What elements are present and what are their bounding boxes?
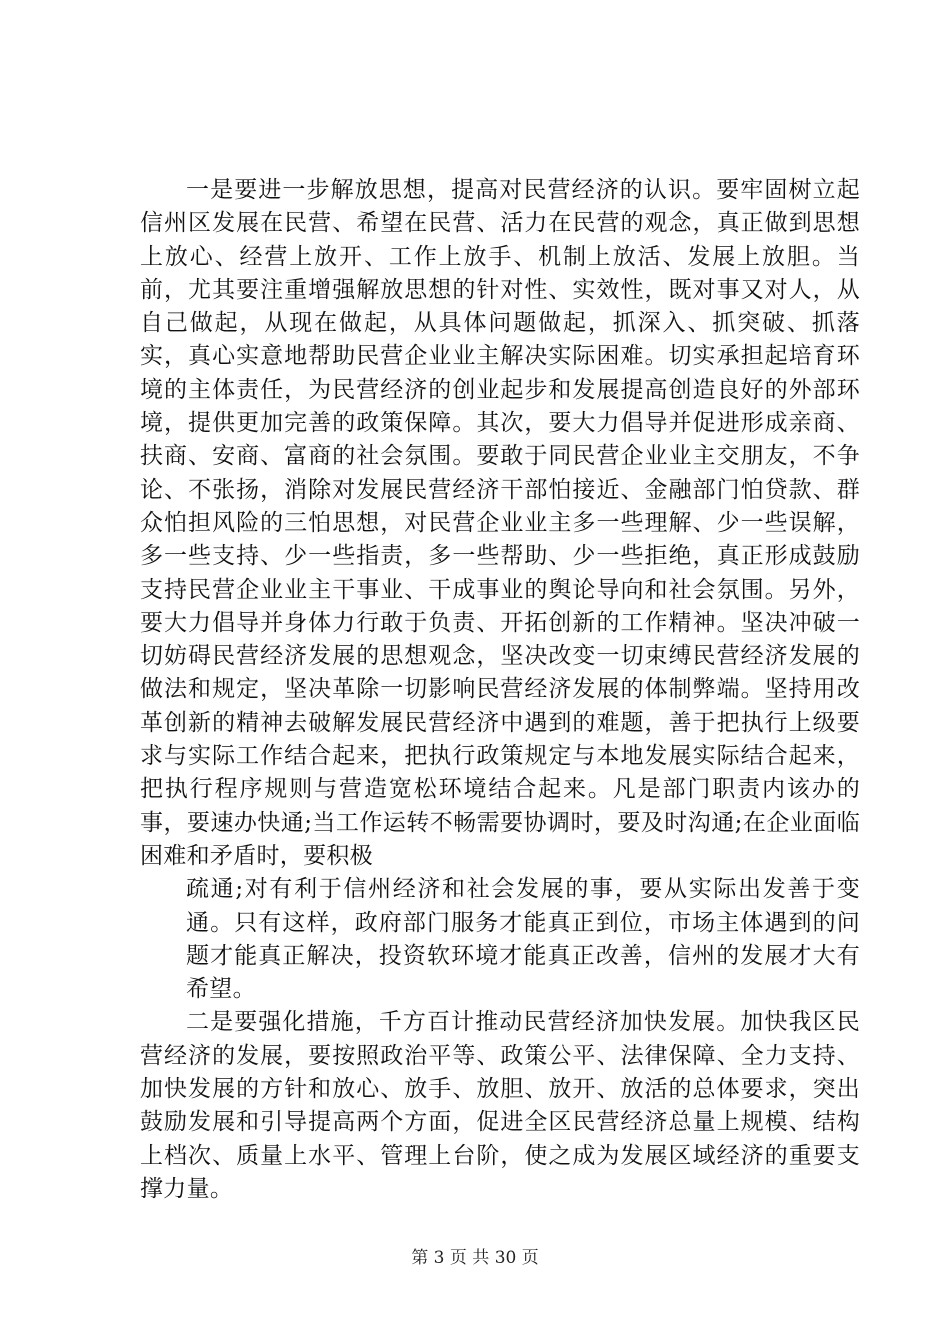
document-body [140, 174, 860, 1206]
paragraph-3: 二是要强化措施，千方百计推动民营经济加快发展。加快我区民营经济的发展，要按照政治平等、政策公平、法律保障、全力支持、加快发展的方针和放心、放手、放胆、放开、放活的总体要求，突出鼓励发展和引导提高两个方面，促进全区民营经济总量上规模、结构上档次、质量上水平、管理上台阶，使之成为发展区域经济的重要支撑力量。 [140, 1009, 860, 1202]
page-number-footer: 第 3 页 共 30 页 [411, 1248, 539, 1268]
paragraph-1: 一是要进一步解放思想，提高对民营经济的认识。要牢固树立起信州区发展在民营、希望在民营、活力在民营的观念，真正做到思想上放心、经营上放开、工作上放手、机制上放活、发展上放胆。当前，尤其要注重增强解放思想的针对性、实效性，既对事又对人，从自己做起，从现在做起，从具体问题做起，抓深入、抓突破、抓落实，真心实意地帮助民营企业业主解决实际困难。切实承担起培育环境的主体责任，为民营经济的创业起步和发展提高创造良好的外部环境，提供更加完善的政策保障。其次，要大力倡导并促进形成亲商、扶商、安商、富商的社会氛围。要敢于同民营企业业主交朋友，不争论、不张扬，消除对发展民营经济干部怕接近、金融部门怕贷款、群众怕担风险的三怕思想，对民营企业业主多一些理解、少一些误解，多一些支持、少一些指责，多一些帮助、少一些拒绝，真正形成鼓励支持民营企业业主干事业、干成事业的舆论导向和社会氛围。另外，要大力倡导并身体力行敢于负责、开拓创新的工作精神。坚决冲破一切妨碍民营经济发展的思想观念，坚决改变一切束缚民营经济发展的做法和规定，坚决革除一切影响民营经济发展的体制弊端。坚持用改革创新的精神去破解发展民营经济中遇到的难题，善于把执行上级要求与实际工作结合起来，把执行政策规定与本地发展实际结合起来，把执行程序规则与营造宽松环境结合起来。凡是部门职责内该办的事，要速办快通;当工作运转不畅需要协调时，要及时沟通;在企业面临困难和矛盾时，要积极 [140, 177, 860, 869]
paragraph-2: 疏通;对有利于信州经济和社会发展的事，要从实际出发善于变通。只有这样，政府部门服务才能真正到位，市场主体遇到的问题才能真正解决，投资软环境才能真正改善，信州的发展才大有希望。 [186, 876, 860, 1003]
